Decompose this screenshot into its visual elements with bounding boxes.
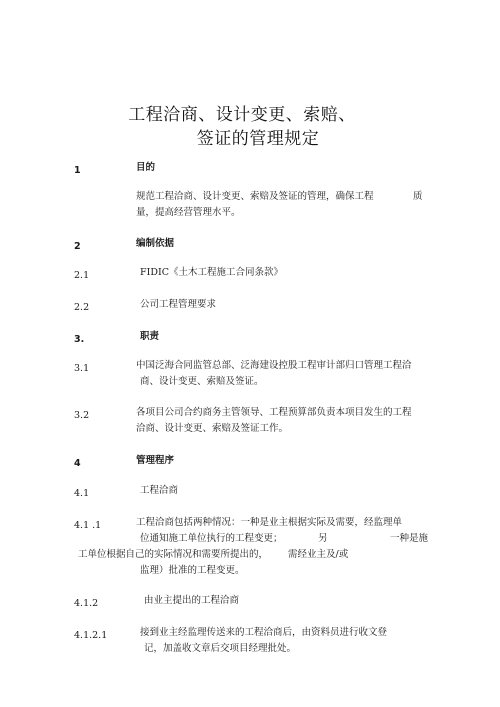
paragraph-line: 记，加盖收文章后交项目经理批处。 (144, 643, 297, 654)
paragraph-line: 一种是施 (390, 533, 429, 544)
paragraph-line: FIDIC《土木工程施工合同条款》 (140, 267, 283, 278)
section-number: 3.1 (74, 363, 90, 374)
section-number: 2.1 (74, 270, 90, 281)
section-number: 1 (74, 165, 81, 176)
section-heading: 职责 (140, 331, 160, 342)
paragraph-line: 公司工程管理要求 (140, 299, 217, 310)
paragraph-line: 接到业主经监理传送来的工程洽商后，由资料员进行收文登 (140, 627, 388, 638)
section-number: 2 (74, 241, 81, 252)
paragraph-line: 工程洽商包括两种情况：一种是业主根据实际及需要，经监理单 (136, 517, 403, 528)
section-heading: 管理程序 (136, 455, 175, 466)
section-number: 4 (74, 458, 81, 469)
section-heading: 编制依据 (136, 238, 175, 249)
paragraph-line: 中国泛海合同监管总部、泛海建设控股工程审计部归口管理工程洽 (136, 360, 412, 371)
section-number: 3. (74, 334, 85, 345)
section-number: 4.1.2.1 (74, 630, 108, 641)
paragraph-line: 商、设计变更、索赔及签证。 (140, 376, 264, 387)
paragraph-line: 由业主提出的工程洽商 (144, 595, 240, 606)
section-number: 4.1 (74, 488, 90, 499)
section-number: 3.2 (74, 410, 90, 421)
paragraph-line: 规范工程洽商、设计变更、索赔及签证的管理，确保工程 (136, 191, 374, 202)
paragraph-line: 监理）批准的工程变更。 (140, 565, 245, 576)
paragraph-line: 各项目公司合约商务主管领导、工程预算部负责本项目发生的工程 (136, 407, 412, 418)
section-number: 2.2 (74, 302, 90, 313)
section-heading: 目的 (136, 162, 156, 173)
section-number: 4.1.2 (74, 598, 99, 609)
document-title-line-2: 签证的管理规定 (196, 129, 320, 149)
paragraph-line: 洽商、设计变更、索赔及签证工作。 (136, 423, 289, 434)
paragraph-line: 工单位根据自己的实际情况和需要所提出的， (78, 549, 269, 560)
paragraph-line: 工程洽商 (140, 485, 179, 496)
section-number: 4.1 .1 (74, 520, 102, 531)
paragraph-line: 需经业主及/或 (288, 549, 349, 560)
paragraph-line: 量，提高经营管理水平。 (136, 207, 241, 218)
paragraph-line: 另 (318, 533, 328, 544)
paragraph-line: 质 (413, 191, 423, 202)
paragraph-line: 位通知施工单位执行的工程变更； (140, 533, 283, 544)
document-title-line-1: 工程洽商、设计变更、索赔、 (128, 105, 356, 125)
